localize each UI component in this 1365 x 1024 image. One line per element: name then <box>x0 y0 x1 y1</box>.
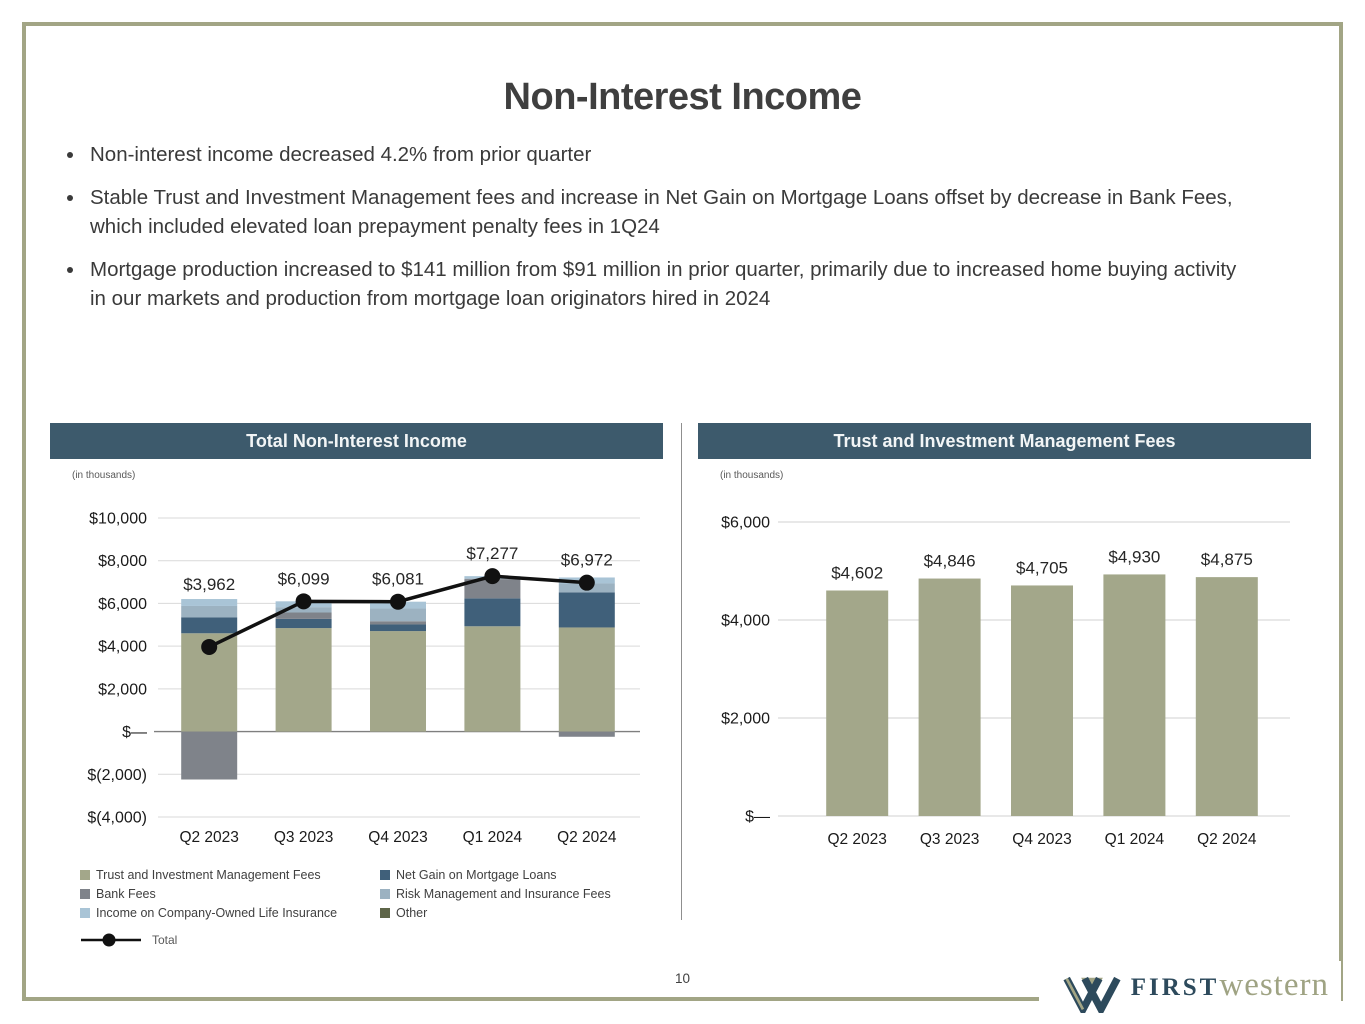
bar-segment <box>464 626 520 731</box>
x-tick-label: Q4 2023 <box>368 829 428 846</box>
bar-chart <box>698 502 1311 854</box>
bar <box>919 579 981 816</box>
y-tick-label: $— <box>122 724 147 742</box>
data-label: $4,875 <box>1200 550 1253 570</box>
x-tick-label: Q2 2024 <box>557 829 617 846</box>
first-western-logo <box>1039 961 1341 1021</box>
legend-item <box>380 887 690 901</box>
x-tick-label: Q3 2023 <box>273 829 334 846</box>
bar-segment <box>559 592 615 627</box>
legend-swatch <box>380 889 390 899</box>
page-title: Non-Interest Income <box>503 76 862 118</box>
legend-item <box>80 887 380 901</box>
data-label: $6,081 <box>372 569 424 589</box>
y-tick-label: $6,000 <box>98 595 147 613</box>
bar-segment <box>276 619 332 628</box>
legend-label: Bank Fees <box>96 887 156 901</box>
legend-label: Risk Management and Insurance Fees <box>396 887 611 901</box>
bar-segment <box>181 732 237 780</box>
total-line-marker-icon <box>80 932 142 948</box>
x-tick-label: Q3 2023 <box>919 831 980 848</box>
legend-item <box>380 868 690 882</box>
bar-segment <box>181 606 237 617</box>
bar <box>826 591 888 816</box>
data-label: $4,705 <box>1016 558 1068 578</box>
data-label: $4,930 <box>1108 547 1161 567</box>
legend-label: Trust and Investment Management Fees <box>96 868 321 882</box>
legend-item <box>380 906 690 920</box>
bar-segment <box>370 608 426 621</box>
data-label: $4,602 <box>831 563 884 583</box>
charts-divider <box>681 423 682 920</box>
legend-swatch <box>80 870 90 880</box>
total-line-marker <box>484 568 500 584</box>
total-line-marker <box>201 639 217 655</box>
x-tick-label: Q1 2024 <box>462 829 523 846</box>
total-line-marker <box>390 594 406 610</box>
chart-total-non-interest-income <box>50 423 663 948</box>
y-tick-label: $6,000 <box>721 514 770 532</box>
first-western-w-icon <box>1063 975 1121 1013</box>
bar-segment <box>559 732 615 737</box>
legend-label: Other <box>396 906 428 920</box>
data-label: $6,099 <box>277 569 330 589</box>
legend-total-entry <box>80 932 663 948</box>
x-tick-label: Q2 2023 <box>179 829 239 846</box>
bullet-item: • Stable Trust and Investment Management fees and increase in Net Gain on Mortgage Loans offset by decrease in Bank Fees, which included elevated loan prepayment penalty fees in 1Q24 <box>86 183 1257 242</box>
legend-label: Income on Company-Owned Life Insurance <box>96 906 338 920</box>
logo-text-first: FIRST <box>1130 974 1220 1001</box>
bar-segment <box>559 627 615 731</box>
legend-swatch <box>380 908 390 918</box>
chart-title-bar: Trust and Investment Management Fees <box>698 423 1311 459</box>
bar-segment <box>464 598 520 626</box>
y-tick-label: $(2,000) <box>87 766 147 784</box>
legend-item <box>80 906 380 920</box>
y-tick-label: $4,000 <box>721 612 770 630</box>
legend-item <box>80 868 380 882</box>
y-tick-label: $2,000 <box>98 681 147 699</box>
bar-segment <box>370 624 426 631</box>
bar-segment <box>370 621 426 624</box>
y-tick-label: $8,000 <box>98 553 147 571</box>
chart-trust-investment-fees <box>698 423 1311 854</box>
legend-label: Net Gain on Mortgage Loans <box>396 868 557 882</box>
bullet-item: • Mortgage production increased to $141 million from $91 million in prior quarter, primarily due to increased home buying activity in our markets and production from mortgage loan originators hired in 2024 <box>86 255 1257 314</box>
bar-segment <box>276 628 332 731</box>
chart-title-bar: Total Non-Interest Income <box>50 423 663 459</box>
total-line-marker <box>296 593 312 609</box>
units-note: (in thousands) <box>720 470 784 481</box>
chart-legend <box>80 868 663 920</box>
bullet-item: • Non-interest income decreased 4.2% from prior quarter <box>86 140 1257 170</box>
legend-swatch <box>80 908 90 918</box>
bar-segment <box>181 617 237 633</box>
x-tick-label: Q4 2023 <box>1012 831 1072 848</box>
bar <box>1011 585 1073 816</box>
logo-text-western: western <box>1219 967 1329 1003</box>
y-tick-label: $— <box>745 808 770 826</box>
y-tick-label: $(4,000) <box>87 809 147 827</box>
y-tick-label: $2,000 <box>721 710 770 728</box>
y-tick-label: $10,000 <box>89 510 147 528</box>
stacked-bar-line-chart <box>50 502 663 854</box>
data-label: $3,962 <box>183 575 236 595</box>
bar-segment <box>276 612 332 618</box>
x-tick-label: Q1 2024 <box>1104 831 1165 848</box>
x-tick-label: Q2 2023 <box>827 831 887 848</box>
bar-segment <box>370 631 426 731</box>
data-label: $6,972 <box>560 550 613 570</box>
total-line-marker <box>579 575 595 591</box>
y-tick-label: $4,000 <box>98 638 147 656</box>
bar-segment <box>181 599 237 606</box>
bar <box>1103 574 1165 816</box>
units-note: (in thousands) <box>72 470 136 481</box>
x-tick-label: Q2 2024 <box>1197 831 1257 848</box>
bar <box>1196 577 1258 816</box>
page-number: 10 <box>674 971 691 986</box>
legend-total-label: Total <box>152 933 178 947</box>
data-label: $4,846 <box>923 551 976 571</box>
legend-swatch <box>380 870 390 880</box>
legend-swatch <box>80 889 90 899</box>
data-label: $7,277 <box>466 544 519 564</box>
bullet-list <box>62 140 1257 327</box>
